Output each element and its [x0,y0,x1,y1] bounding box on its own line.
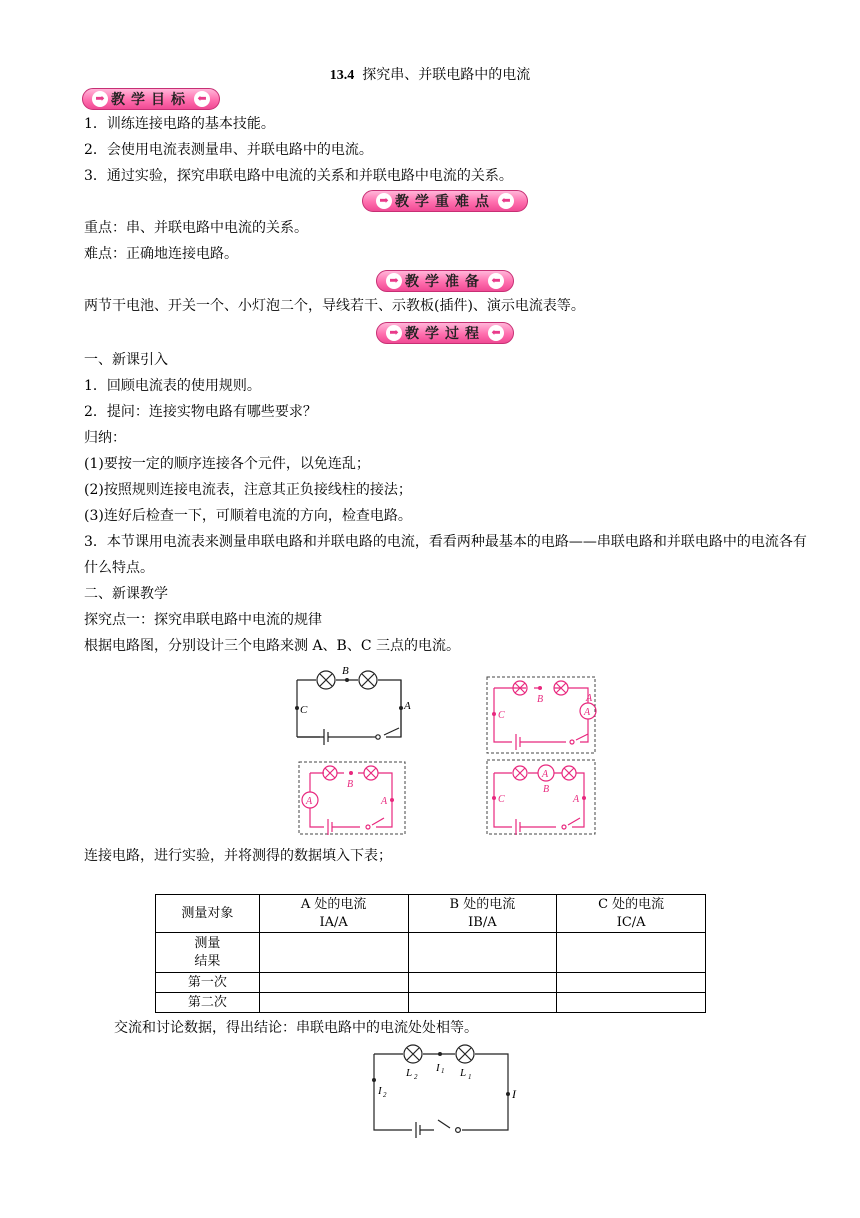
arrow-left-icon: ⬅ [488,273,504,289]
table-cell[interactable] [408,933,557,973]
label-a: A [404,700,411,712]
arrow-left-icon: ⬅ [488,325,504,341]
process-line: 根据电路图，分别设计三个电路来测 A、B、C 三点的电流。 [84,638,461,654]
badge-process: ➡ 教学过程 ⬅ [376,322,514,344]
badge-goals: ➡ 教学目标 ⬅ [82,88,220,110]
svg-text:A: A [381,796,388,807]
arrow-right-icon: ➡ [92,91,108,107]
node-a [399,706,403,710]
svg-text:I: I [378,1085,382,1097]
process-line: 2．提问：连接实物电路有哪些要求？ [84,404,317,420]
ammeter-label: A [584,707,591,718]
goal-1: 1．训练连接电路的基本技能。 [84,116,275,132]
table-cell[interactable] [408,973,557,993]
svg-text:C: C [498,794,505,805]
table-row-label: 第二次 [156,993,260,1013]
goal-2: 2．会使用电流表测量串、并联电路中的电流。 [84,142,373,158]
table-header: 测量对象 [156,895,260,933]
label-b: B [342,665,349,677]
key-point: 重点：串、并联电路中电流的关系。 [84,220,308,236]
svg-text:1: 1 [441,1067,445,1075]
svg-text:L: L [460,1067,467,1079]
series-circuit-diagrams [280,662,620,840]
svg-text:2: 2 [414,1073,418,1081]
process-line: (2)按照规则连接电流表，注意其正负接线柱的接法； [84,482,412,498]
process-line: 连接电路，进行实验，并将测得的数据填入下表； [84,848,392,864]
svg-text:A: A [573,794,580,805]
table-header: C 处的电流 IC/A [557,895,706,933]
table-row-label: 第一次 [156,973,260,993]
table-header: B 处的电流 IB/A [408,895,557,933]
data-table [155,894,706,1013]
svg-text:B: B [543,784,550,795]
svg-text:L: L [406,1067,413,1079]
goal-3: 3．通过实验，探究串联电路中电流的关系和并联电路中电流的关系。 [84,168,513,184]
process-line: 探究点一：探究串联电路中电流的规律 [84,612,322,628]
svg-text:A: A [306,796,313,807]
table-cell[interactable] [259,973,408,993]
table-cell[interactable] [408,993,557,1013]
section-1: 一、新课引入 [84,352,168,368]
arrow-right-icon: ➡ [386,325,402,341]
svg-text:B: B [537,694,544,705]
conclusion: 交流和讨论数据，得出结论：串联电路中的电流处处相等。 [114,1020,478,1036]
badge-prep: ➡ 教学准备 ⬅ [376,270,514,292]
node-b [345,678,349,682]
table-cell[interactable] [557,993,706,1013]
svg-text:B: B [347,779,354,790]
process-line: 1．回顾电流表的使用规则。 [84,378,261,394]
svg-text:I: I [512,1087,516,1101]
arrow-left-icon: ⬅ [498,193,514,209]
svg-text:C: C [498,710,505,721]
badge-key-points: ➡ 教学重难点 ⬅ [362,190,528,212]
svg-text:A: A [542,769,549,780]
svg-text:I: I [436,1062,440,1074]
arrow-right-icon: ➡ [376,193,392,209]
table-cell[interactable] [557,933,706,973]
svg-text:A: A [586,693,593,704]
label-c: C [300,704,308,716]
prep-text: 两节干电池、开关一个、小灯泡二个，导线若干、示教板(插件)、演示电流表等。 [84,298,585,314]
circuit-basic [297,671,401,745]
table-cell[interactable] [259,993,408,1013]
node-c [295,706,299,710]
table-cell[interactable] [259,933,408,973]
arrow-left-icon: ⬅ [194,91,210,107]
table-row-label: 测量 结果 [156,933,260,973]
page-title: 13.4 探究串、并联电路中的电流 [329,67,531,83]
svg-text:1: 1 [468,1073,472,1081]
table-header: A 处的电流 IA/A [259,895,408,933]
process-line: (1)要按一定的顺序连接各个元件，以免连乱； [84,456,370,472]
arrow-right-icon: ➡ [386,273,402,289]
process-line: 归纳： [84,430,126,446]
process-paragraph: 3．本节课用电流表来测量串联电路和并联电路的电流，看看两种最基本的电路——串联电路和并联电路中的电流各有什么特点。 [84,534,807,576]
difficulty: 难点：正确地连接电路。 [84,246,238,262]
process-line: (3)连好后检查一下，可顺着电流的方向，检查电路。 [84,508,412,524]
svg-text:2: 2 [383,1091,387,1099]
series-circuit-currents [360,1044,520,1140]
table-cell[interactable] [557,973,706,993]
section-2: 二、新课教学 [84,586,168,602]
